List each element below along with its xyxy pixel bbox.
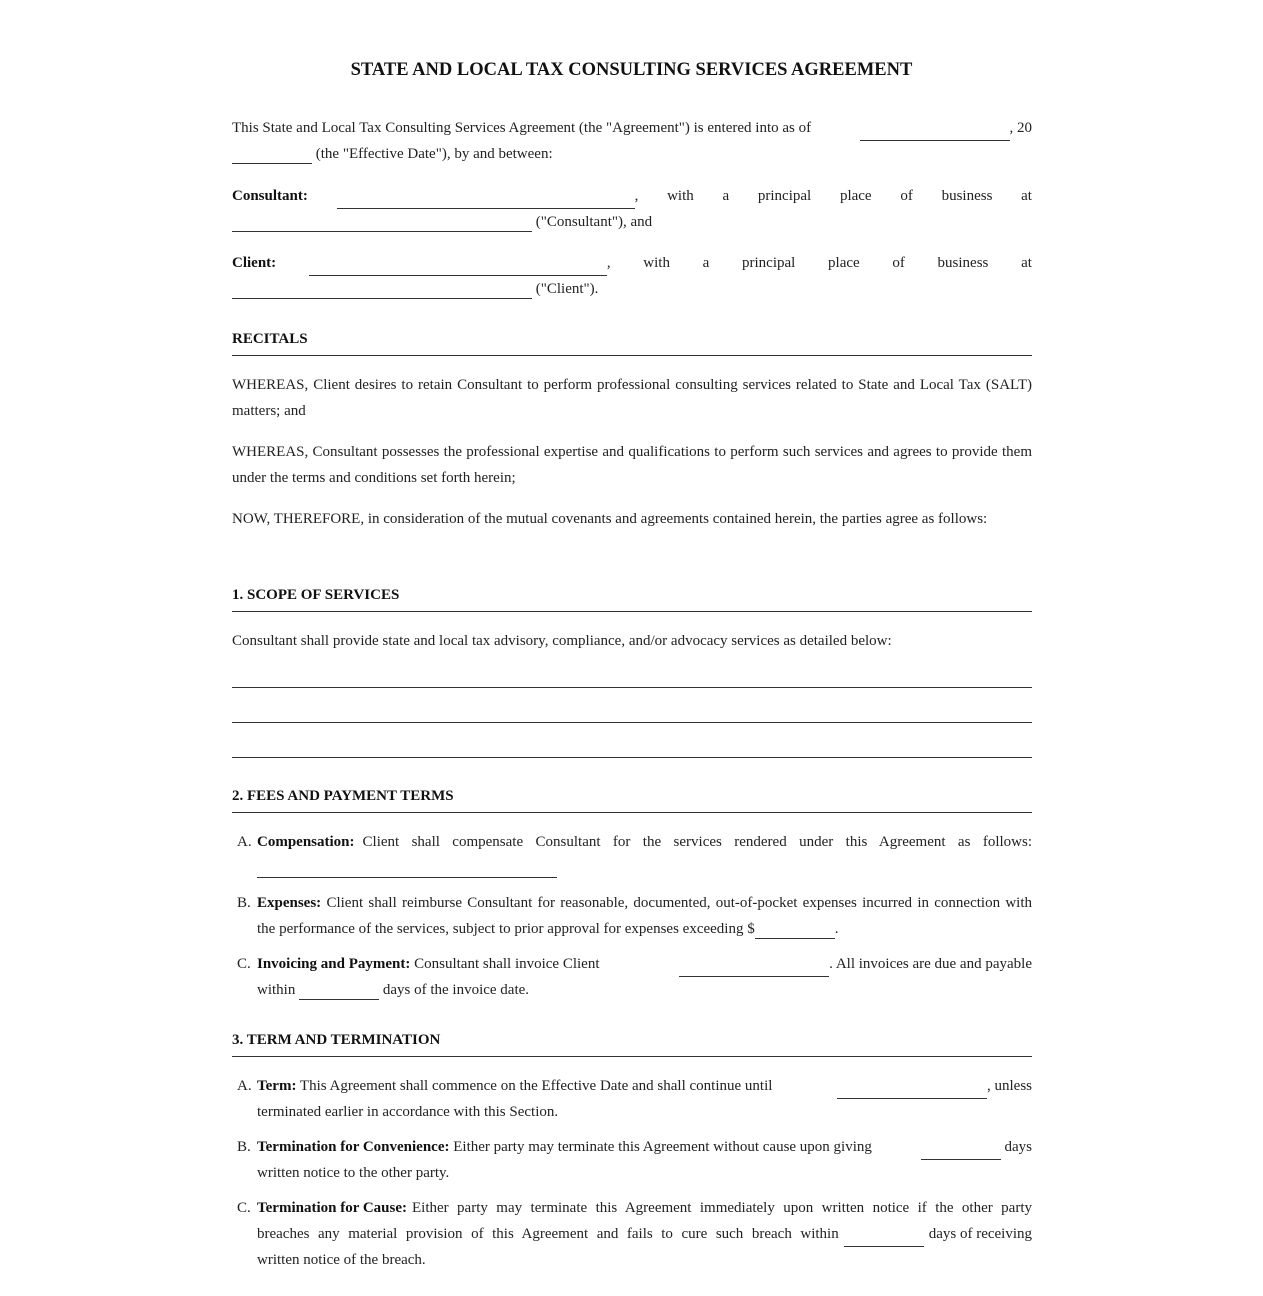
- document-title: STATE AND LOCAL TAX CONSULTING SERVICES AGREEMENT: [350, 60, 913, 80]
- word: at: [1021, 255, 1032, 271]
- payment-days-blank[interactable]: [299, 981, 379, 1000]
- consultant-name-blank[interactable]: [337, 190, 635, 209]
- cause-label: Termination for Cause:: [257, 1200, 407, 1216]
- term-label: Term:: [257, 1078, 297, 1094]
- invoicing-text-4: days of the invoice date.: [382, 982, 530, 998]
- term-item-a: [232, 1073, 1032, 1125]
- word: of: [900, 188, 913, 204]
- word: with: [643, 255, 670, 271]
- convenience-text: Either party may terminate this Agreement without cause upon giving: [453, 1139, 872, 1155]
- item-letter: C.: [237, 956, 251, 972]
- expenses-text: Client shall reimburse Consultant for reasonable, documented, out-of-pocket expenses incurred in connection with the performance of the services, subject to prior approval for expenses exceeding $: [257, 895, 1033, 937]
- convenience-text-2: days: [1004, 1139, 1032, 1155]
- cause-text-3: days of receiving: [928, 1226, 1032, 1242]
- recital-paragraph-2: WHEREAS, Consultant possesses the professional expertise and qualifications to perform such services and agrees to provide them under the terms and conditions set forth herein;: [232, 444, 1032, 486]
- compensation-blank[interactable]: [257, 859, 557, 878]
- word: at: [1021, 188, 1032, 204]
- notice-days-blank[interactable]: [921, 1141, 1001, 1160]
- fees-heading: 2. FEES AND PAYMENT TERMS: [232, 785, 1032, 813]
- expense-threshold-blank[interactable]: [755, 920, 835, 939]
- fees-item-c: [232, 951, 1032, 1003]
- item-letter: B.: [237, 1139, 251, 1155]
- term-item-b: [232, 1134, 1032, 1186]
- scope-heading: 1. SCOPE OF SERVICES: [232, 584, 1032, 612]
- fees-item-a: [232, 829, 1032, 881]
- word: principal: [742, 255, 796, 271]
- recitals-heading: RECITALS: [232, 328, 1032, 356]
- intro-text: This State and Local Tax Consulting Services Agreement (the "Agreement") is entered into as of: [232, 120, 812, 136]
- invoicing-text-3: within: [257, 982, 296, 998]
- term-text: This Agreement shall commence on the Effective Date and shall continue until: [299, 1078, 773, 1094]
- client-label: Client:: [232, 255, 277, 271]
- cause-text-2: breaches any material provision of this Agreement and fails to cure such breach within: [257, 1226, 839, 1242]
- word: of: [892, 255, 905, 271]
- recital-paragraph-1: WHEREAS, Client desires to retain Consultant to perform professional consulting services related to State and Local Tax (SALT) matters; and: [232, 377, 1032, 419]
- comma: ,: [606, 255, 611, 271]
- word: a: [722, 188, 730, 204]
- item-letter: A.: [237, 834, 252, 850]
- client-suffix: ("Client").: [535, 281, 599, 297]
- scope-text: Consultant shall provide state and local tax advisory, compliance, and/or advocacy services as detailed below:: [232, 633, 892, 649]
- word: principal: [757, 188, 812, 204]
- consultant-label: Consultant:: [232, 188, 308, 204]
- comma: ,: [634, 188, 639, 204]
- cause-text: Either party may terminate this Agreement immediately upon written notice if the other party: [412, 1200, 1032, 1216]
- client-address-blank[interactable]: [232, 280, 532, 299]
- cure-days-blank[interactable]: [844, 1228, 924, 1247]
- item-letter: C.: [237, 1200, 251, 1216]
- effective-date-blank[interactable]: [860, 122, 1010, 141]
- invoicing-text: Consultant shall invoice Client: [414, 956, 600, 972]
- scope-blank-line-3[interactable]: [232, 757, 1032, 758]
- intro-paragraph: [232, 115, 1032, 167]
- client-party: [232, 250, 1032, 302]
- invoicing-text-2: . All invoices are due and payable: [829, 956, 1032, 972]
- consultant-address-blank[interactable]: [232, 213, 532, 232]
- compensation-text: Client shall compensate Consultant for the services rendered under this Agreement as follows:: [362, 834, 1032, 850]
- item-letter: A.: [237, 1078, 252, 1094]
- term-end-blank[interactable]: [837, 1080, 987, 1099]
- intro-effective-date-text: (the "Effective Date"), by and between:: [315, 146, 553, 162]
- word: business: [937, 255, 989, 271]
- word: place: [828, 255, 860, 271]
- scope-blank-line-1[interactable]: [232, 687, 1032, 688]
- word: a: [702, 255, 710, 271]
- cause-text-4: written notice of the breach.: [257, 1252, 426, 1268]
- compensation-label: Compensation:: [257, 834, 355, 850]
- effective-year-blank[interactable]: [232, 145, 312, 164]
- recital-paragraph-3: NOW, THEREFORE, in consideration of the mutual covenants and agreements contained herein, the parties agree as follows:: [232, 511, 988, 527]
- consultant-party: [232, 183, 1032, 235]
- word: business: [941, 188, 993, 204]
- term-text-2: , unless: [987, 1078, 1032, 1094]
- word: with: [667, 188, 694, 204]
- convenience-label: Termination for Convenience:: [257, 1139, 450, 1155]
- expenses-label: Expenses:: [257, 895, 322, 911]
- word: place: [839, 188, 872, 204]
- fees-item-b: [232, 890, 1032, 942]
- term-item-c: [232, 1195, 1032, 1273]
- intro-year-prefix: , 20: [1009, 120, 1032, 136]
- item-letter: B.: [237, 895, 251, 911]
- term-text-3: terminated earlier in accordance with this Section.: [257, 1104, 559, 1120]
- term-heading: 3. TERM AND TERMINATION: [232, 1029, 1032, 1057]
- consultant-suffix: ("Consultant"), and: [535, 214, 653, 230]
- scope-blank-line-2[interactable]: [232, 722, 1032, 723]
- expenses-end: .: [834, 921, 839, 937]
- invoice-frequency-blank[interactable]: [679, 958, 829, 977]
- convenience-text-3: written notice to the other party.: [257, 1165, 450, 1181]
- client-name-blank[interactable]: [309, 257, 607, 276]
- invoicing-label: Invoicing and Payment:: [257, 956, 411, 972]
